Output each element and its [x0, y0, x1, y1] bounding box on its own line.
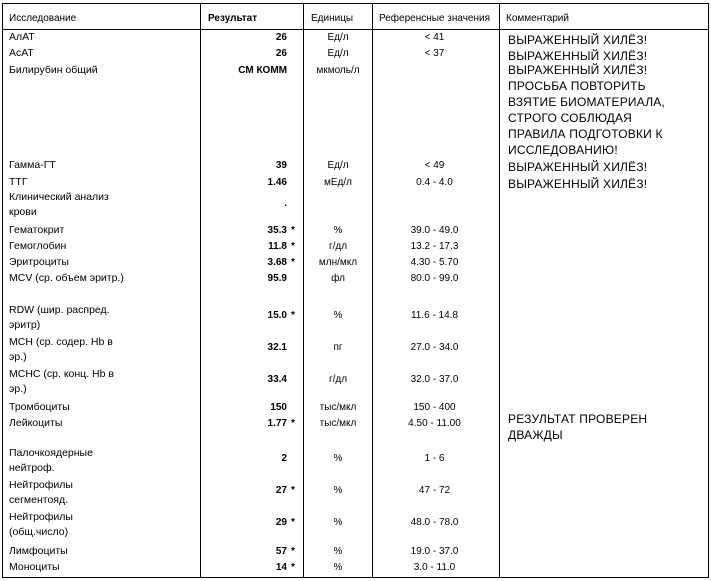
abnormal-flag: *: [291, 310, 295, 321]
column-divider: [200, 4, 201, 577]
test-value: 33.4: [267, 374, 287, 385]
comment-text: ВЫРАЖЕННЫЙ ХИЛЁЗ!: [508, 177, 648, 191]
test-unit: Ед/л: [327, 48, 349, 59]
test-value: 39: [275, 160, 287, 171]
reference-range: 19.0 - 37.0: [410, 546, 459, 557]
abnormal-flag: *: [291, 485, 295, 496]
abnormal-flag: *: [291, 241, 295, 252]
test-name: Гематокрит: [9, 224, 65, 236]
test-unit: %: [333, 517, 343, 528]
test-name: MCHC (ср. конц. Hb в эр.): [9, 368, 114, 395]
comment-text: ВЫРАЖЕННЫЙ ХИЛЁЗ! ПРОСЬБА ПОВТОРИТЬ ВЗЯТИЕ БИОМАТЕРИАЛА, СТРОГО СОБЛЮДАЯ ПРАВИЛА ПОДГОТОВКИ К ИССЛЕДОВАНИЮ!: [508, 63, 666, 157]
test-value: 29: [275, 517, 287, 528]
reference-range: 11.6 - 14.8: [410, 310, 459, 321]
test-name: АлАТ: [9, 31, 35, 43]
header-reference: Референсные значения: [379, 13, 491, 24]
reference-range: 3.0 - 11.0: [413, 562, 456, 573]
test-value: 3.68: [267, 257, 287, 268]
test-unit: %: [333, 546, 343, 557]
test-unit: млн/мкл: [318, 257, 358, 268]
test-unit: г/дл: [328, 241, 348, 252]
test-unit: %: [333, 310, 343, 321]
reference-range: 0.4 - 4.0: [416, 177, 453, 188]
test-value: 26: [275, 48, 287, 59]
test-value: 26: [275, 32, 287, 43]
column-divider: [499, 4, 500, 577]
comment-text: РЕЗУЛЬТАТ ПРОВЕРЕН ДВАЖДЫ: [508, 412, 648, 442]
abnormal-flag: *: [291, 225, 295, 236]
abnormal-flag: *: [291, 517, 295, 528]
test-unit: г/дл: [328, 374, 348, 385]
test-name: АсАТ: [9, 47, 34, 59]
reference-range: 80.0 - 99.0: [410, 273, 459, 284]
test-name: Моноциты: [9, 561, 60, 573]
test-name: ТТГ: [9, 176, 28, 188]
test-unit: %: [333, 562, 343, 573]
test-name: Эритроциты: [9, 256, 69, 268]
reference-range: 47 - 72: [418, 485, 451, 496]
test-unit: мкмоль/л: [316, 65, 360, 76]
reference-range: 13.2 - 17.3: [410, 241, 459, 252]
test-unit: %: [333, 225, 343, 236]
reference-range: < 49: [424, 160, 445, 171]
test-unit: тыс/мкл: [319, 402, 357, 413]
header-study: Исследование: [9, 13, 77, 24]
test-name: Клинический анализ крови: [9, 191, 109, 218]
test-value: СМ КОММ: [238, 65, 287, 76]
reference-range: 4.50 - 11.00: [408, 418, 461, 429]
comment-text: ВЫРАЖЕННЫЙ ХИЛЁЗ!: [508, 33, 648, 47]
test-name: Билирубин общий: [9, 64, 98, 76]
reference-range: 32.0 - 37.0: [410, 374, 459, 385]
test-unit: %: [333, 485, 343, 496]
test-value: 35.3: [267, 225, 287, 236]
test-value: 15.0: [267, 310, 287, 321]
abnormal-flag: *: [291, 546, 295, 557]
reference-range: 39.0 - 49.0: [410, 225, 459, 236]
test-name: Нейтрофилы (общ.число): [9, 511, 73, 538]
test-value: 2: [281, 453, 287, 464]
test-unit: %: [333, 453, 343, 464]
reference-range: 48.0 - 78.0: [410, 517, 459, 528]
test-name: Палочкоядерные нейтроф.: [9, 447, 93, 474]
abnormal-flag: *: [291, 562, 295, 573]
reference-range: 4.30 - 5.70: [410, 257, 459, 268]
test-unit: Ед/л: [327, 32, 349, 43]
test-name: Гамма-ГТ: [9, 159, 56, 171]
test-name: MCV (ср. объем эритр.): [9, 272, 124, 284]
test-name: Тромбоциты: [9, 401, 70, 413]
test-value: 1.77: [267, 418, 287, 429]
test-name: Нейтрофилы сегментояд.: [9, 479, 73, 506]
reference-range: < 41: [424, 32, 445, 43]
header-result: Результат: [208, 13, 258, 24]
reference-range: 150 - 400: [413, 402, 456, 413]
test-unit: пг: [333, 342, 343, 353]
header-comment: Комментарий: [506, 13, 569, 24]
test-value: 27: [275, 485, 287, 496]
comment-text: ВЫРАЖЕННЫЙ ХИЛЁЗ!: [508, 160, 648, 174]
test-name: Гемоглобин: [9, 240, 67, 252]
reference-range: < 37: [424, 48, 445, 59]
reference-range: 27.0 - 34.0: [410, 342, 459, 353]
test-unit: мЕд/л: [324, 177, 352, 188]
test-name: Лейкоциты: [9, 417, 63, 429]
test-value: 57: [275, 546, 287, 557]
abnormal-flag: *: [291, 418, 295, 429]
header-units: Единицы: [311, 13, 354, 24]
test-unit: фл: [331, 273, 345, 284]
abnormal-flag: *: [291, 257, 295, 268]
test-name: MCH (ср. содер. Hb в эр.): [9, 336, 113, 363]
test-value: 14: [275, 562, 287, 573]
test-value: 11.8: [268, 241, 287, 252]
test-name: Лимфоциты: [9, 545, 68, 557]
comment-text: ВЫРАЖЕННЫЙ ХИЛЁЗ!: [508, 49, 648, 63]
lab-results-table: [2, 3, 709, 578]
test-value: 150: [270, 402, 287, 413]
test-value: 1.46: [267, 177, 287, 188]
test-unit: Ед/л: [327, 160, 349, 171]
reference-range: 1 - 6: [424, 453, 445, 464]
test-unit: тыс/мкл: [319, 418, 357, 429]
test-value: 32.1: [267, 342, 287, 353]
test-value: .: [284, 198, 287, 209]
test-value: 95.9: [267, 273, 287, 284]
test-name: RDW (шир. распред. эритр): [9, 304, 110, 331]
